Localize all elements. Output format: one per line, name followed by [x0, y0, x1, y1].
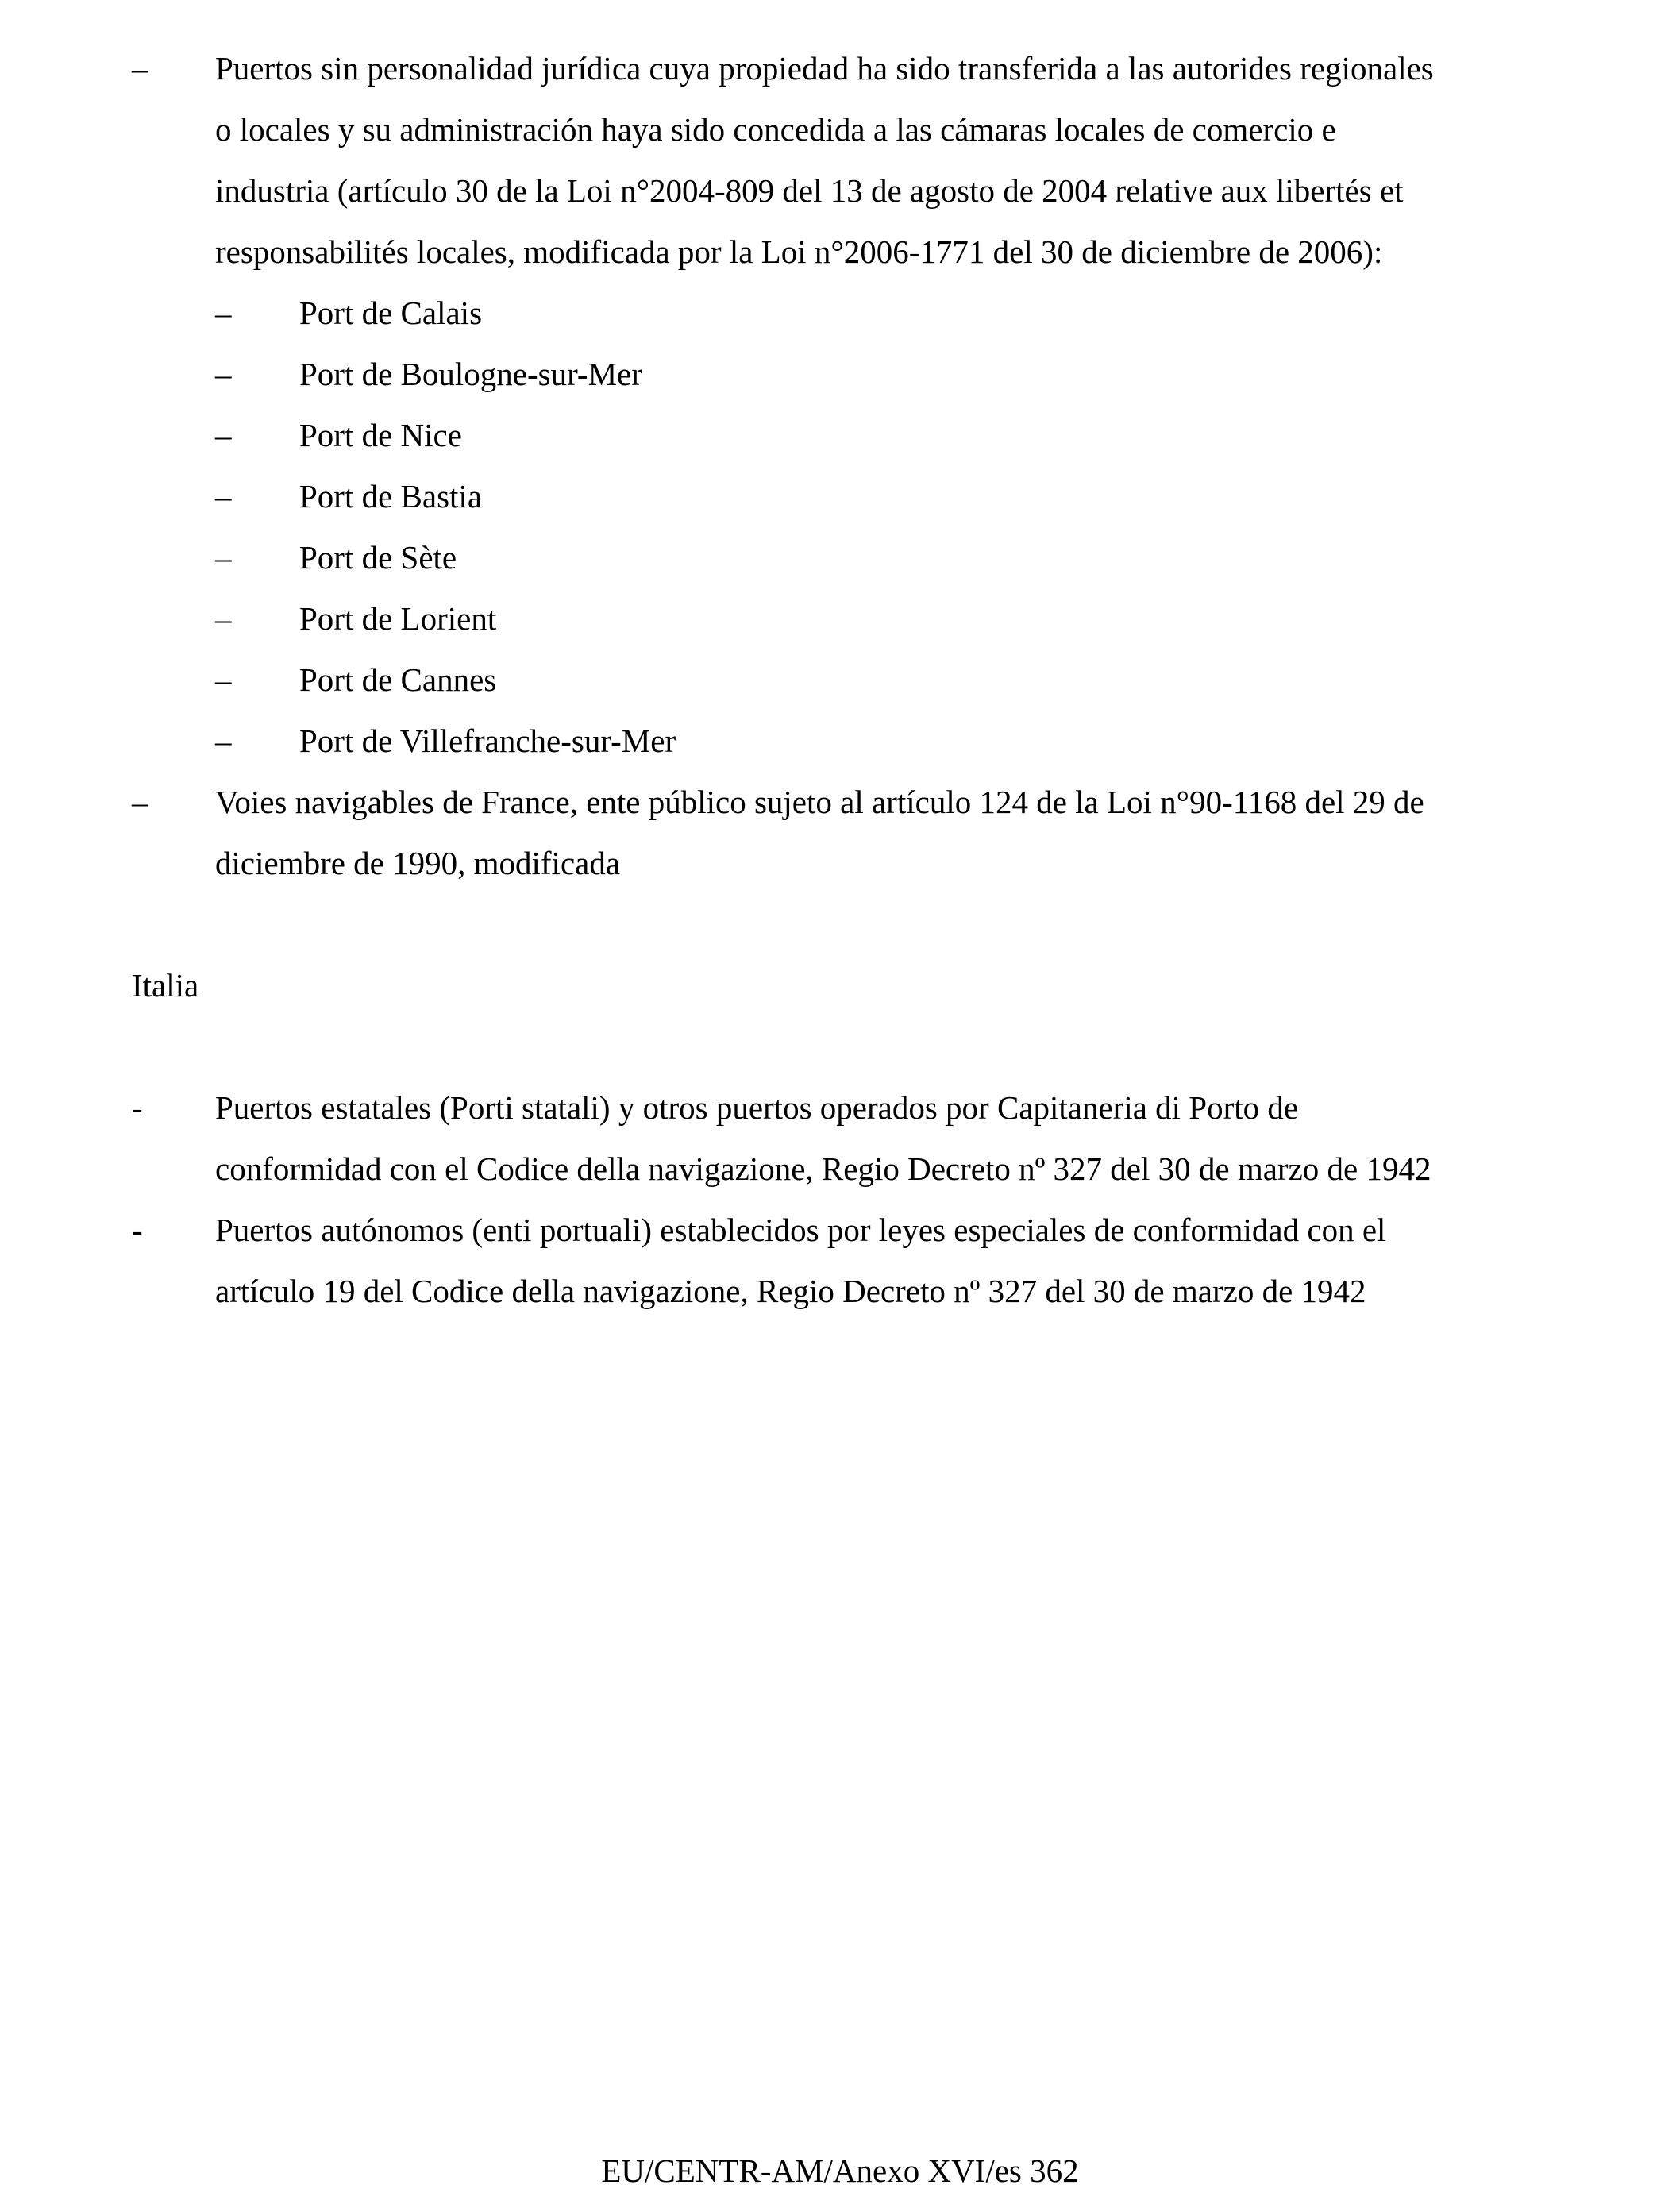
list-dash: –: [215, 600, 232, 637]
paragraph-line: Voies navigables de France, ente público sujeto al artículo 124 de la Loi n°90-1168 del 29 de: [215, 784, 1424, 820]
list-dash: –: [132, 50, 148, 87]
paragraph-line: o locales y su administración haya sido concedida a las cámaras locales de comercio e: [215, 111, 1336, 148]
port-name: Port de Sète: [299, 539, 457, 576]
list-hyphen: -: [132, 1089, 143, 1126]
paragraph-line: responsabilités locales, modificada por la Loi n°2006-1771 del 30 de diciembre de 2006):: [215, 233, 1383, 270]
port-name: Port de Villefranche-sur-Mer: [299, 722, 676, 759]
paragraph-line: industria (artículo 30 de la Loi n°2004-809 del 13 de agosto de 2004 relative aux libertés et: [215, 172, 1404, 209]
port-name: Port de Cannes: [299, 661, 497, 698]
port-name: Port de Bastia: [299, 478, 483, 514]
section-heading: Italia: [132, 967, 199, 1004]
paragraph-line: diciembre de 1990, modificada: [215, 845, 621, 881]
list-dash: –: [215, 722, 232, 759]
list-dash: –: [215, 661, 232, 698]
page-footer: EU/CENTR-AM/Anexo XVI/es 362: [601, 2152, 1079, 2189]
port-name: Port de Calais: [299, 295, 483, 331]
paragraph-line: Puertos estatales (Porti statali) y otros puertos operados por Capitaneria di Porto de: [215, 1089, 1299, 1126]
list-dash: –: [215, 478, 232, 514]
paragraph-line: artículo 19 del Codice della navigazione, Regio Decreto nº 327 del 30 de marzo de 1942: [215, 1273, 1366, 1309]
port-name: Port de Nice: [299, 417, 462, 453]
port-name: Port de Lorient: [299, 600, 497, 637]
list-hyphen: -: [132, 1212, 143, 1248]
paragraph-line: Puertos sin personalidad jurídica cuya propiedad ha sido transferida a las autorides regionales: [215, 50, 1434, 87]
paragraph-line: conformidad con el Codice della navigazione, Regio Decreto nº 327 del 30 de marzo de 1942: [215, 1150, 1431, 1187]
list-dash: –: [215, 356, 232, 392]
list-dash: –: [132, 784, 148, 820]
list-dash: –: [215, 539, 232, 576]
list-dash: –: [215, 417, 232, 453]
port-name: Port de Boulogne-sur-Mer: [299, 356, 642, 392]
paragraph-line: Puertos autónomos (enti portuali) establecidos por leyes especiales de conformidad con el: [215, 1212, 1386, 1248]
list-dash: –: [215, 295, 232, 331]
